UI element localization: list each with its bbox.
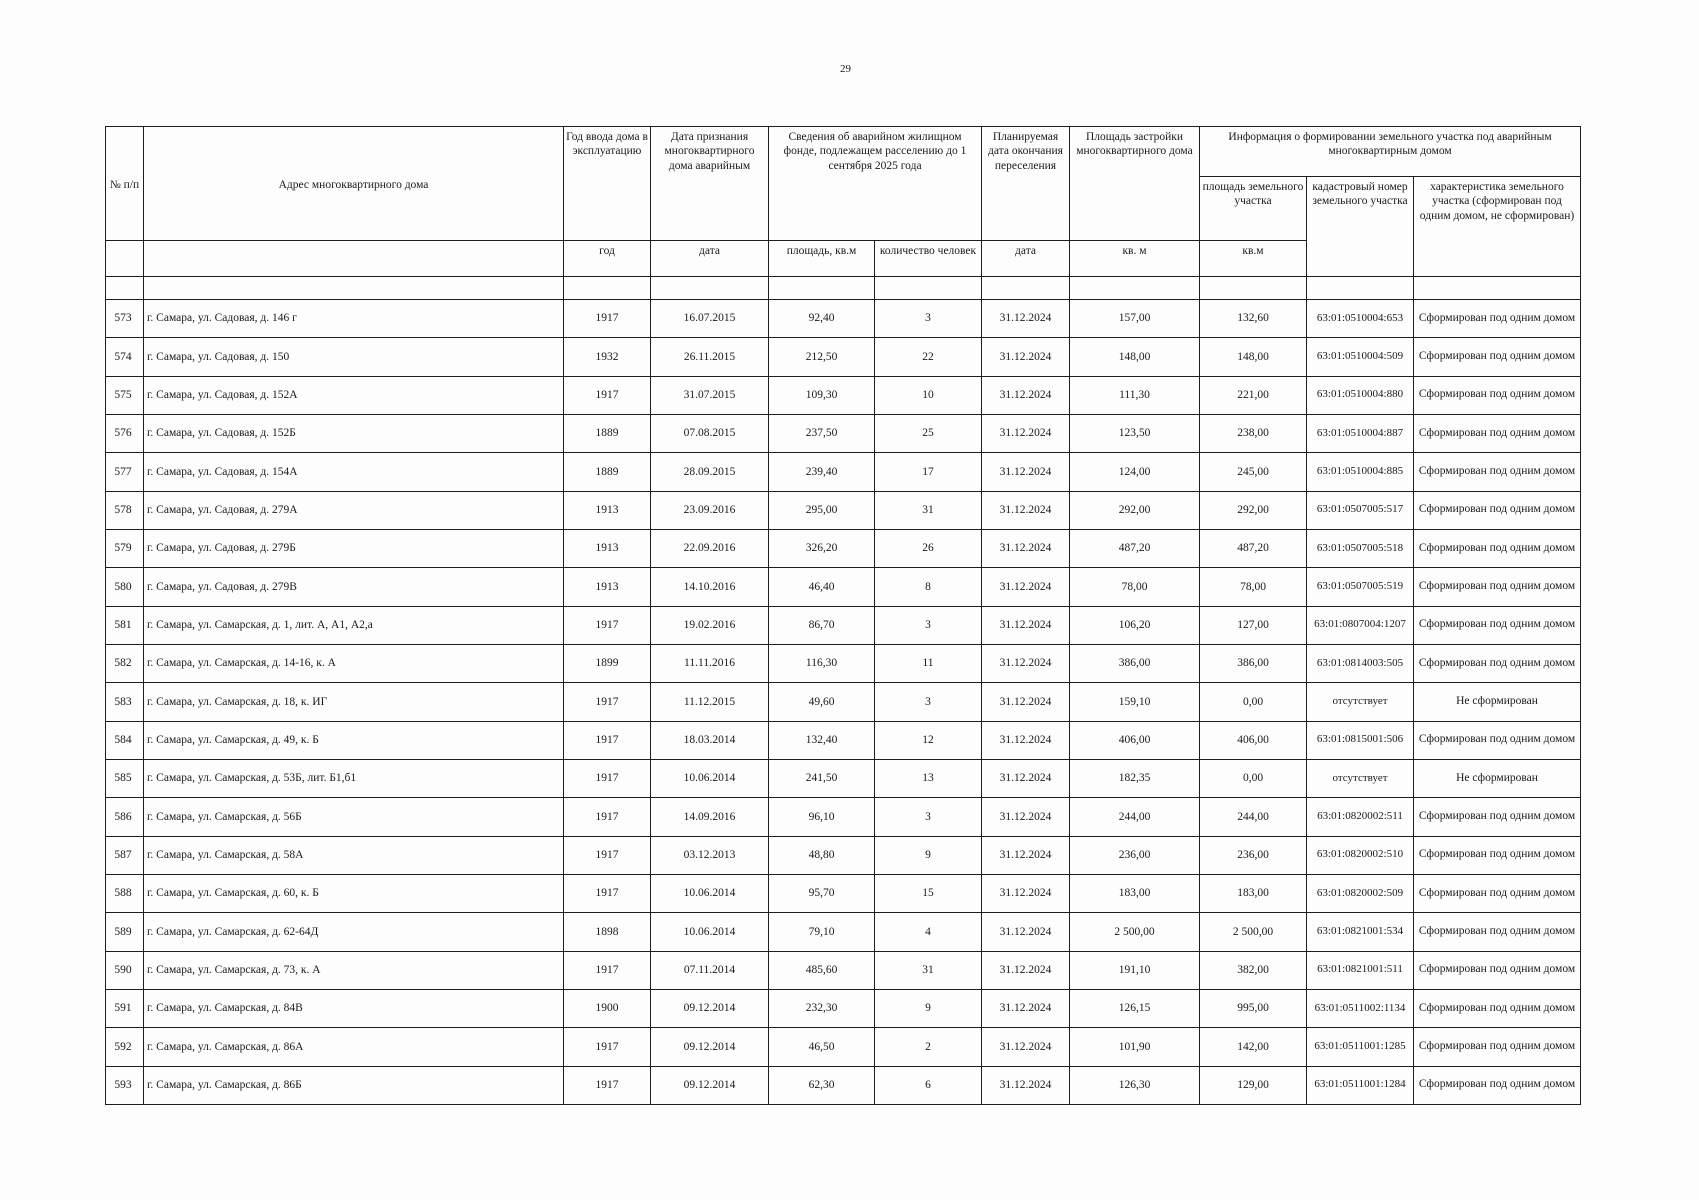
cell-building-area: 191,10 bbox=[1070, 951, 1200, 989]
cell-people: 31 bbox=[875, 951, 982, 989]
header-land-info: Информация о формировании земельного участка под аварийным многоквартирным домом bbox=[1200, 127, 1581, 177]
table-row bbox=[106, 529, 1581, 567]
cell-num: 592 bbox=[106, 1028, 144, 1066]
cell-plan-date: 31.12.2024 bbox=[982, 1066, 1070, 1104]
cell-year: 1917 bbox=[564, 606, 651, 644]
cell-status: Сформирован под одним домом bbox=[1414, 798, 1581, 836]
cell-people: 3 bbox=[875, 798, 982, 836]
cell-plan-date: 31.12.2024 bbox=[982, 759, 1070, 797]
cell-plan-date: 31.12.2024 bbox=[982, 951, 1070, 989]
table-row bbox=[106, 759, 1581, 797]
cell-building-area: 406,00 bbox=[1070, 721, 1200, 759]
cell-cadastral: 63:01:0510004:887 bbox=[1307, 414, 1414, 452]
cell-num: 583 bbox=[106, 683, 144, 721]
cell-building-area: 106,20 bbox=[1070, 606, 1200, 644]
cell-cadastral: 63:01:0814003:505 bbox=[1307, 644, 1414, 682]
table-row bbox=[106, 1066, 1581, 1104]
cell-address: г. Самара, ул. Самарская, д. 73, к. А bbox=[144, 951, 564, 989]
cell-area: 46,50 bbox=[769, 1028, 875, 1066]
cell-land-area: 292,00 bbox=[1200, 491, 1307, 529]
cell-status: Сформирован под одним домом bbox=[1414, 1066, 1581, 1104]
cell-year: 1913 bbox=[564, 491, 651, 529]
cell-people: 12 bbox=[875, 721, 982, 759]
table-row bbox=[106, 721, 1581, 759]
cell-building-area: 2 500,00 bbox=[1070, 913, 1200, 951]
cell-year: 1913 bbox=[564, 529, 651, 567]
table-row bbox=[106, 913, 1581, 951]
cell-num: 589 bbox=[106, 913, 144, 951]
cell-cadastral: 63:01:0820002:509 bbox=[1307, 874, 1414, 912]
cell-num: 590 bbox=[106, 951, 144, 989]
cell-people: 3 bbox=[875, 683, 982, 721]
cell-area: 109,30 bbox=[769, 376, 875, 414]
table-row bbox=[106, 338, 1581, 376]
cell-people: 13 bbox=[875, 759, 982, 797]
cell-people: 10 bbox=[875, 376, 982, 414]
table-row bbox=[106, 874, 1581, 912]
cell-status: Сформирован под одним домом bbox=[1414, 414, 1581, 452]
cell-building-area: 157,00 bbox=[1070, 300, 1200, 338]
cell-plan-date: 31.12.2024 bbox=[982, 836, 1070, 874]
cell-plan-date: 31.12.2024 bbox=[982, 338, 1070, 376]
cell-building-area: 159,10 bbox=[1070, 683, 1200, 721]
cell-cadastral: 63:01:0815001:506 bbox=[1307, 721, 1414, 759]
header-num: № п/п bbox=[106, 127, 144, 241]
cell-area: 212,50 bbox=[769, 338, 875, 376]
header-emergency-info: Сведения об аварийном жилищном фонде, подлежащем расселению до 1 сентября 2025 года bbox=[769, 127, 982, 241]
cell-cadastral: 63:01:0820002:511 bbox=[1307, 798, 1414, 836]
cell-num: 575 bbox=[106, 376, 144, 414]
cell-land-area: 132,60 bbox=[1200, 300, 1307, 338]
cell-plan-date: 31.12.2024 bbox=[982, 453, 1070, 491]
cell-status: Сформирован под одним домом bbox=[1414, 491, 1581, 529]
cell-address: г. Самара, ул. Самарская, д. 1, лит. А, А1, А2,а bbox=[144, 606, 564, 644]
cell-area: 79,10 bbox=[769, 913, 875, 951]
cell-num: 591 bbox=[106, 989, 144, 1027]
cell-plan-date: 31.12.2024 bbox=[982, 1028, 1070, 1066]
table-row bbox=[106, 989, 1581, 1027]
cell-area: 48,80 bbox=[769, 836, 875, 874]
cell-area: 46,40 bbox=[769, 568, 875, 606]
cell-date: 09.12.2014 bbox=[651, 989, 769, 1027]
cell-area: 232,30 bbox=[769, 989, 875, 1027]
cell-num: 585 bbox=[106, 759, 144, 797]
table-row bbox=[106, 300, 1581, 338]
cell-cadastral: 63:01:0510004:509 bbox=[1307, 338, 1414, 376]
cell-land-area: 245,00 bbox=[1200, 453, 1307, 491]
cell-area: 237,50 bbox=[769, 414, 875, 452]
cell-cadastral: 63:01:0507005:517 bbox=[1307, 491, 1414, 529]
cell-year: 1917 bbox=[564, 798, 651, 836]
cell-cadastral: 63:01:0821001:534 bbox=[1307, 913, 1414, 951]
cell-num: 574 bbox=[106, 338, 144, 376]
cell-date: 10.06.2014 bbox=[651, 759, 769, 797]
cell-year: 1917 bbox=[564, 683, 651, 721]
cell-land-area: 382,00 bbox=[1200, 951, 1307, 989]
cell-address: г. Самара, ул. Садовая, д. 146 г bbox=[144, 300, 564, 338]
header-planned-date: Планируемая дата окончания переселения bbox=[982, 127, 1070, 241]
cell-land-area: 487,20 bbox=[1200, 529, 1307, 567]
cell-date: 10.06.2014 bbox=[651, 913, 769, 951]
cell-land-area: 0,00 bbox=[1200, 683, 1307, 721]
cell-address: г. Самара, ул. Самарская, д. 18, к. ИГ bbox=[144, 683, 564, 721]
cell-cadastral: 63:01:0820002:510 bbox=[1307, 836, 1414, 874]
cell-people: 6 bbox=[875, 1066, 982, 1104]
cell-cadastral: 63:01:0507005:518 bbox=[1307, 529, 1414, 567]
cell-plan-date: 31.12.2024 bbox=[982, 376, 1070, 414]
cell-area: 49,60 bbox=[769, 683, 875, 721]
cell-year: 1917 bbox=[564, 300, 651, 338]
header-address: Адрес многоквартирного дома bbox=[144, 127, 564, 241]
cell-address: г. Самара, ул. Садовая, д. 279Б bbox=[144, 529, 564, 567]
cell-building-area: 101,90 bbox=[1070, 1028, 1200, 1066]
header-building-area: Площадь застройки многоквартирного дома bbox=[1070, 127, 1200, 241]
cell-building-area: 244,00 bbox=[1070, 798, 1200, 836]
table-row bbox=[106, 836, 1581, 874]
cell-address: г. Самара, ул. Садовая, д. 150 bbox=[144, 338, 564, 376]
cell-year: 1917 bbox=[564, 759, 651, 797]
cell-land-area: 238,00 bbox=[1200, 414, 1307, 452]
cell-area: 132,40 bbox=[769, 721, 875, 759]
cell-people: 31 bbox=[875, 491, 982, 529]
cell-people: 2 bbox=[875, 1028, 982, 1066]
cell-area: 86,70 bbox=[769, 606, 875, 644]
cell-people: 22 bbox=[875, 338, 982, 376]
cell-status: Сформирован под одним домом bbox=[1414, 300, 1581, 338]
cell-plan-date: 31.12.2024 bbox=[982, 721, 1070, 759]
table-header bbox=[106, 127, 1581, 300]
cell-cadastral: 63:01:0510004:880 bbox=[1307, 376, 1414, 414]
cell-date: 31.07.2015 bbox=[651, 376, 769, 414]
cell-building-area: 126,30 bbox=[1070, 1066, 1200, 1104]
cell-people: 9 bbox=[875, 989, 982, 1027]
cell-people: 17 bbox=[875, 453, 982, 491]
cell-address: г. Самара, ул. Самарская, д. 58А bbox=[144, 836, 564, 874]
unit-date: дата bbox=[651, 241, 769, 277]
cell-people: 11 bbox=[875, 644, 982, 682]
cell-num: 588 bbox=[106, 874, 144, 912]
cell-cadastral: 63:01:0821001:511 bbox=[1307, 951, 1414, 989]
cell-address: г. Самара, ул. Самарская, д. 53Б, лит. Б1,б1 bbox=[144, 759, 564, 797]
table-body bbox=[106, 300, 1581, 1105]
cell-building-area: 124,00 bbox=[1070, 453, 1200, 491]
cell-status: Сформирован под одним домом bbox=[1414, 836, 1581, 874]
cell-plan-date: 31.12.2024 bbox=[982, 414, 1070, 452]
cell-building-area: 123,50 bbox=[1070, 414, 1200, 452]
cell-cadastral: 63:01:0511001:1285 bbox=[1307, 1028, 1414, 1066]
cell-address: г. Самара, ул. Самарская, д. 84В bbox=[144, 989, 564, 1027]
cell-building-area: 126,15 bbox=[1070, 989, 1200, 1027]
cell-cadastral: 63:01:0511002:1134 bbox=[1307, 989, 1414, 1027]
cell-land-area: 221,00 bbox=[1200, 376, 1307, 414]
cell-land-area: 236,00 bbox=[1200, 836, 1307, 874]
cell-status: Сформирован под одним домом bbox=[1414, 1028, 1581, 1066]
cell-address: г. Самара, ул. Садовая, д. 152Б bbox=[144, 414, 564, 452]
cell-cadastral: отсутствует bbox=[1307, 759, 1414, 797]
cell-status: Сформирован под одним домом bbox=[1414, 644, 1581, 682]
cell-land-area: 183,00 bbox=[1200, 874, 1307, 912]
cell-building-area: 386,00 bbox=[1070, 644, 1200, 682]
cell-date: 16.07.2015 bbox=[651, 300, 769, 338]
cell-plan-date: 31.12.2024 bbox=[982, 568, 1070, 606]
cell-building-area: 182,35 bbox=[1070, 759, 1200, 797]
unit-area: площадь, кв.м bbox=[769, 241, 875, 277]
unit-plan-date: дата bbox=[982, 241, 1070, 277]
cell-land-area: 386,00 bbox=[1200, 644, 1307, 682]
cell-plan-date: 31.12.2024 bbox=[982, 606, 1070, 644]
cell-year: 1917 bbox=[564, 1028, 651, 1066]
cell-area: 92,40 bbox=[769, 300, 875, 338]
cell-land-area: 78,00 bbox=[1200, 568, 1307, 606]
cell-plan-date: 31.12.2024 bbox=[982, 683, 1070, 721]
cell-address: г. Самара, ул. Самарская, д. 14-16, к. А bbox=[144, 644, 564, 682]
cell-area: 326,20 bbox=[769, 529, 875, 567]
cell-num: 582 bbox=[106, 644, 144, 682]
cell-cadastral: 63:01:0511001:1284 bbox=[1307, 1066, 1414, 1104]
table-row bbox=[106, 606, 1581, 644]
cell-plan-date: 31.12.2024 bbox=[982, 913, 1070, 951]
table-row bbox=[106, 683, 1581, 721]
cell-plan-date: 31.12.2024 bbox=[982, 644, 1070, 682]
cell-date: 11.12.2015 bbox=[651, 683, 769, 721]
cell-people: 25 bbox=[875, 414, 982, 452]
cell-land-area: 995,00 bbox=[1200, 989, 1307, 1027]
cell-year: 1917 bbox=[564, 951, 651, 989]
cell-year: 1913 bbox=[564, 568, 651, 606]
cell-plan-date: 31.12.2024 bbox=[982, 491, 1070, 529]
cell-land-area: 142,00 bbox=[1200, 1028, 1307, 1066]
cell-year: 1889 bbox=[564, 453, 651, 491]
table-row bbox=[106, 376, 1581, 414]
unit-empty-num bbox=[106, 241, 144, 277]
cell-people: 26 bbox=[875, 529, 982, 567]
cell-cadastral: 63:01:0507005:519 bbox=[1307, 568, 1414, 606]
cell-area: 62,30 bbox=[769, 1066, 875, 1104]
cell-people: 4 bbox=[875, 913, 982, 951]
cell-area: 485,60 bbox=[769, 951, 875, 989]
table-row bbox=[106, 414, 1581, 452]
cell-status: Сформирован под одним домом bbox=[1414, 453, 1581, 491]
cell-date: 14.09.2016 bbox=[651, 798, 769, 836]
table-row bbox=[106, 491, 1581, 529]
cell-status: Сформирован под одним домом bbox=[1414, 989, 1581, 1027]
cell-people: 9 bbox=[875, 836, 982, 874]
cell-num: 573 bbox=[106, 300, 144, 338]
cell-status: Сформирован под одним домом bbox=[1414, 913, 1581, 951]
cell-cadastral: отсутствует bbox=[1307, 683, 1414, 721]
cell-address: г. Самара, ул. Садовая, д. 154А bbox=[144, 453, 564, 491]
cell-building-area: 292,00 bbox=[1070, 491, 1200, 529]
cell-building-area: 111,30 bbox=[1070, 376, 1200, 414]
cell-num: 584 bbox=[106, 721, 144, 759]
cell-building-area: 78,00 bbox=[1070, 568, 1200, 606]
cell-num: 586 bbox=[106, 798, 144, 836]
cell-area: 95,70 bbox=[769, 874, 875, 912]
cell-address: г. Самара, ул. Самарская, д. 49, к. Б bbox=[144, 721, 564, 759]
cell-cadastral: 63:01:0510004:885 bbox=[1307, 453, 1414, 491]
cell-year: 1917 bbox=[564, 836, 651, 874]
cell-plan-date: 31.12.2024 bbox=[982, 798, 1070, 836]
cell-status: Не сформирован bbox=[1414, 759, 1581, 797]
header-year-built: Год ввода дома в эксплуатацию bbox=[564, 127, 651, 241]
cell-people: 15 bbox=[875, 874, 982, 912]
cell-area: 241,50 bbox=[769, 759, 875, 797]
cell-land-area: 129,00 bbox=[1200, 1066, 1307, 1104]
cell-year: 1917 bbox=[564, 1066, 651, 1104]
cell-address: г. Самара, ул. Самарская, д. 86Б bbox=[144, 1066, 564, 1104]
cell-people: 3 bbox=[875, 300, 982, 338]
cell-address: г. Самара, ул. Садовая, д. 279В bbox=[144, 568, 564, 606]
cell-num: 576 bbox=[106, 414, 144, 452]
page-number: 29 bbox=[840, 63, 851, 75]
table-row bbox=[106, 453, 1581, 491]
cell-year: 1917 bbox=[564, 721, 651, 759]
cell-area: 116,30 bbox=[769, 644, 875, 682]
cell-cadastral: 63:01:0807004:1207 bbox=[1307, 606, 1414, 644]
cell-date: 23.09.2016 bbox=[651, 491, 769, 529]
cell-year: 1932 bbox=[564, 338, 651, 376]
header-cadastral: кадастровый номер земельного участка bbox=[1307, 177, 1414, 277]
unit-land-area: кв.м bbox=[1200, 241, 1307, 277]
cell-status: Сформирован под одним домом bbox=[1414, 568, 1581, 606]
cell-land-area: 406,00 bbox=[1200, 721, 1307, 759]
cell-date: 09.12.2014 bbox=[651, 1066, 769, 1104]
cell-address: г. Самара, ул. Садовая, д. 152А bbox=[144, 376, 564, 414]
cell-address: г. Самара, ул. Самарская, д. 62-64Д bbox=[144, 913, 564, 951]
cell-building-area: 148,00 bbox=[1070, 338, 1200, 376]
cell-status: Сформирован под одним домом bbox=[1414, 338, 1581, 376]
cell-address: г. Самара, ул. Самарская, д. 86А bbox=[144, 1028, 564, 1066]
table-row bbox=[106, 644, 1581, 682]
cell-num: 578 bbox=[106, 491, 144, 529]
cell-building-area: 183,00 bbox=[1070, 874, 1200, 912]
cell-land-area: 148,00 bbox=[1200, 338, 1307, 376]
cell-building-area: 236,00 bbox=[1070, 836, 1200, 874]
cell-status: Сформирован под одним домом bbox=[1414, 951, 1581, 989]
emergency-housing-table bbox=[105, 126, 1581, 1105]
cell-year: 1900 bbox=[564, 989, 651, 1027]
cell-date: 07.11.2014 bbox=[651, 951, 769, 989]
unit-empty-address bbox=[144, 241, 564, 277]
cell-land-area: 2 500,00 bbox=[1200, 913, 1307, 951]
cell-people: 8 bbox=[875, 568, 982, 606]
cell-land-area: 127,00 bbox=[1200, 606, 1307, 644]
cell-num: 587 bbox=[106, 836, 144, 874]
cell-status: Сформирован под одним домом bbox=[1414, 721, 1581, 759]
cell-year: 1889 bbox=[564, 414, 651, 452]
cell-land-area: 0,00 bbox=[1200, 759, 1307, 797]
cell-date: 18.03.2014 bbox=[651, 721, 769, 759]
cell-plan-date: 31.12.2024 bbox=[982, 989, 1070, 1027]
cell-date: 28.09.2015 bbox=[651, 453, 769, 491]
cell-date: 09.12.2014 bbox=[651, 1028, 769, 1066]
cell-plan-date: 31.12.2024 bbox=[982, 874, 1070, 912]
cell-plan-date: 31.12.2024 bbox=[982, 300, 1070, 338]
cell-area: 239,40 bbox=[769, 453, 875, 491]
cell-num: 577 bbox=[106, 453, 144, 491]
unit-build-area: кв. м bbox=[1070, 241, 1200, 277]
header-date-emergency: Дата признания многоквартирного дома аварийным bbox=[651, 127, 769, 241]
cell-date: 14.10.2016 bbox=[651, 568, 769, 606]
cell-num: 581 bbox=[106, 606, 144, 644]
cell-date: 26.11.2015 bbox=[651, 338, 769, 376]
cell-plan-date: 31.12.2024 bbox=[982, 529, 1070, 567]
header-characteristic: характеристика земельного участка (сформирован под одним домом, не сформирован) bbox=[1414, 177, 1581, 277]
table-row bbox=[106, 951, 1581, 989]
cell-year: 1899 bbox=[564, 644, 651, 682]
cell-date: 10.06.2014 bbox=[651, 874, 769, 912]
cell-status: Сформирован под одним домом bbox=[1414, 529, 1581, 567]
cell-date: 22.09.2016 bbox=[651, 529, 769, 567]
header-land-area: площадь земельного участка bbox=[1200, 177, 1307, 241]
cell-num: 579 bbox=[106, 529, 144, 567]
table-row bbox=[106, 1028, 1581, 1066]
cell-num: 593 bbox=[106, 1066, 144, 1104]
table-row bbox=[106, 568, 1581, 606]
cell-num: 580 bbox=[106, 568, 144, 606]
cell-address: г. Самара, ул. Самарская, д. 60, к. Б bbox=[144, 874, 564, 912]
cell-year: 1917 bbox=[564, 874, 651, 912]
cell-status: Сформирован под одним домом bbox=[1414, 606, 1581, 644]
cell-year: 1917 bbox=[564, 376, 651, 414]
cell-cadastral: 63:01:0510004:653 bbox=[1307, 300, 1414, 338]
cell-area: 295,00 bbox=[769, 491, 875, 529]
table-row bbox=[106, 798, 1581, 836]
cell-date: 03.12.2013 bbox=[651, 836, 769, 874]
cell-date: 19.02.2016 bbox=[651, 606, 769, 644]
cell-year: 1898 bbox=[564, 913, 651, 951]
unit-people: количество человек bbox=[875, 241, 982, 277]
unit-year: год bbox=[564, 241, 651, 277]
cell-people: 3 bbox=[875, 606, 982, 644]
cell-status: Сформирован под одним домом bbox=[1414, 376, 1581, 414]
cell-address: г. Самара, ул. Самарская, д. 56Б bbox=[144, 798, 564, 836]
cell-date: 07.08.2015 bbox=[651, 414, 769, 452]
cell-address: г. Самара, ул. Садовая, д. 279А bbox=[144, 491, 564, 529]
cell-land-area: 244,00 bbox=[1200, 798, 1307, 836]
cell-building-area: 487,20 bbox=[1070, 529, 1200, 567]
cell-status: Сформирован под одним домом bbox=[1414, 874, 1581, 912]
cell-area: 96,10 bbox=[769, 798, 875, 836]
cell-date: 11.11.2016 bbox=[651, 644, 769, 682]
cell-status: Не сформирован bbox=[1414, 683, 1581, 721]
